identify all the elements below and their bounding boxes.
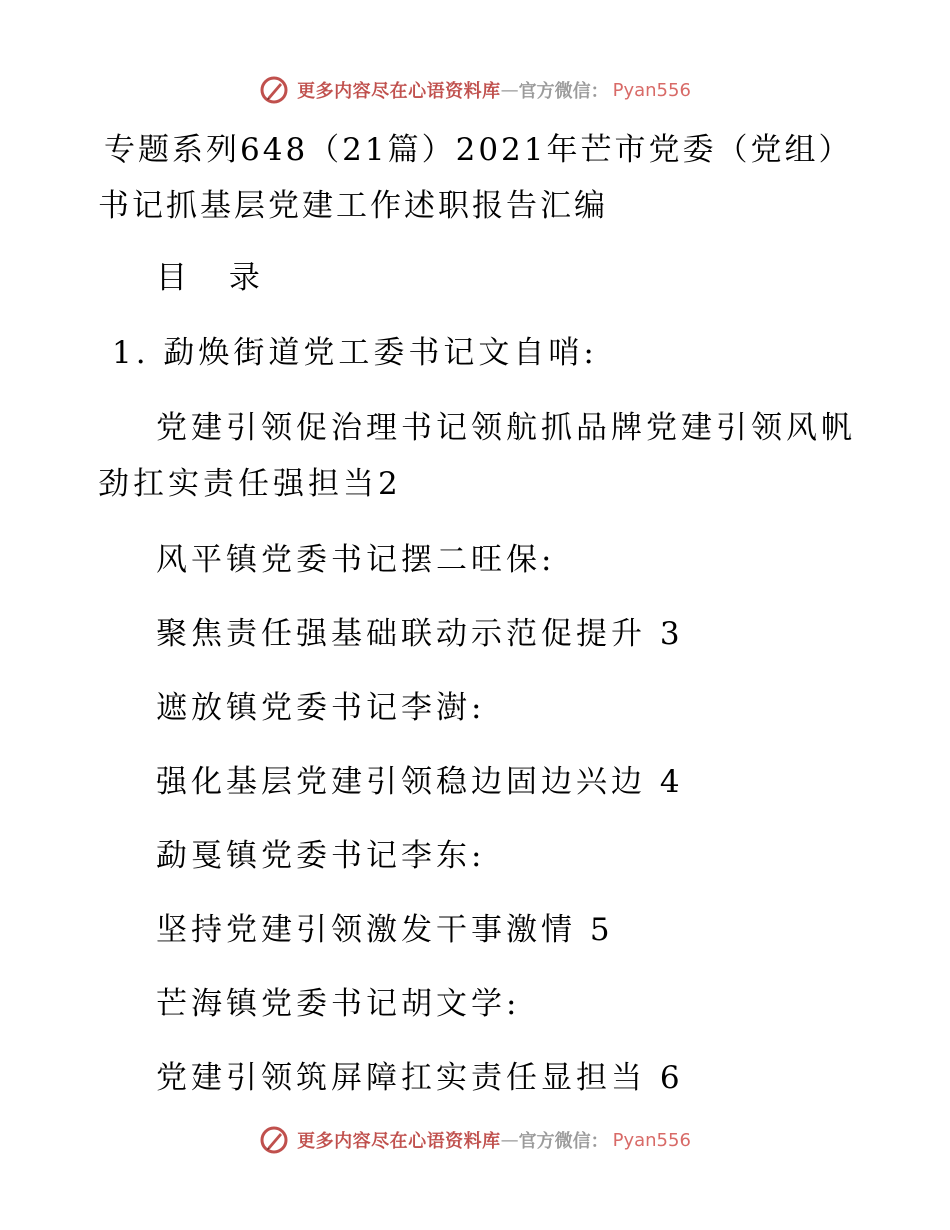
watermark-main-text: 更多内容尽在心语资料库 xyxy=(297,81,501,102)
quill-circle-logo-icon xyxy=(259,75,289,105)
footer-watermark xyxy=(0,1120,950,1160)
toc-entry: 遮放镇党委书记李澍: xyxy=(156,690,486,726)
header-watermark xyxy=(0,70,950,110)
watermark-wechat-id: Pyan556 xyxy=(612,1129,691,1151)
watermark-separator: — xyxy=(500,79,519,101)
toc-entry: 1. 勐焕街道党工委书记文自哨: xyxy=(112,335,598,371)
watermark-label: 官方微信： xyxy=(518,81,609,102)
watermark-main-text: 更多内容尽在心语资料库 xyxy=(297,1131,501,1152)
toc-entry: 强化基层党建引领稳边固边兴边 4 xyxy=(156,764,684,800)
toc-entry: 聚焦责任强基础联动示范促提升 3 xyxy=(156,616,684,652)
toc-entry: 风平镇党委书记摆二旺保: xyxy=(156,542,556,578)
toc-entry: 勐戛镇党委书记李东: xyxy=(156,838,486,874)
toc-entry: 劲扛实责任强担当2 xyxy=(98,466,402,502)
document-title-line-2: 书记抓基层党建工作述职报告汇编 xyxy=(98,188,608,224)
document-title-line-1: 专题系列648（21篇）2021年芒市党委（党组） xyxy=(104,132,853,168)
toc-entry: 芒海镇党委书记胡文学: xyxy=(156,986,521,1022)
quill-circle-logo-icon xyxy=(259,1125,289,1155)
toc-entry: 党建引领筑屏障扛实责任显担当 6 xyxy=(156,1060,684,1096)
watermark-wechat-id: Pyan556 xyxy=(612,79,691,101)
watermark-label: 官方微信： xyxy=(518,1131,609,1152)
toc-heading: 目 录 xyxy=(156,260,276,296)
toc-entry: 党建引领促治理书记领航抓品牌党建引领风帆 xyxy=(156,410,856,446)
toc-entry: 坚持党建引领激发干事激情 5 xyxy=(156,912,614,948)
watermark-separator: — xyxy=(500,1129,519,1151)
